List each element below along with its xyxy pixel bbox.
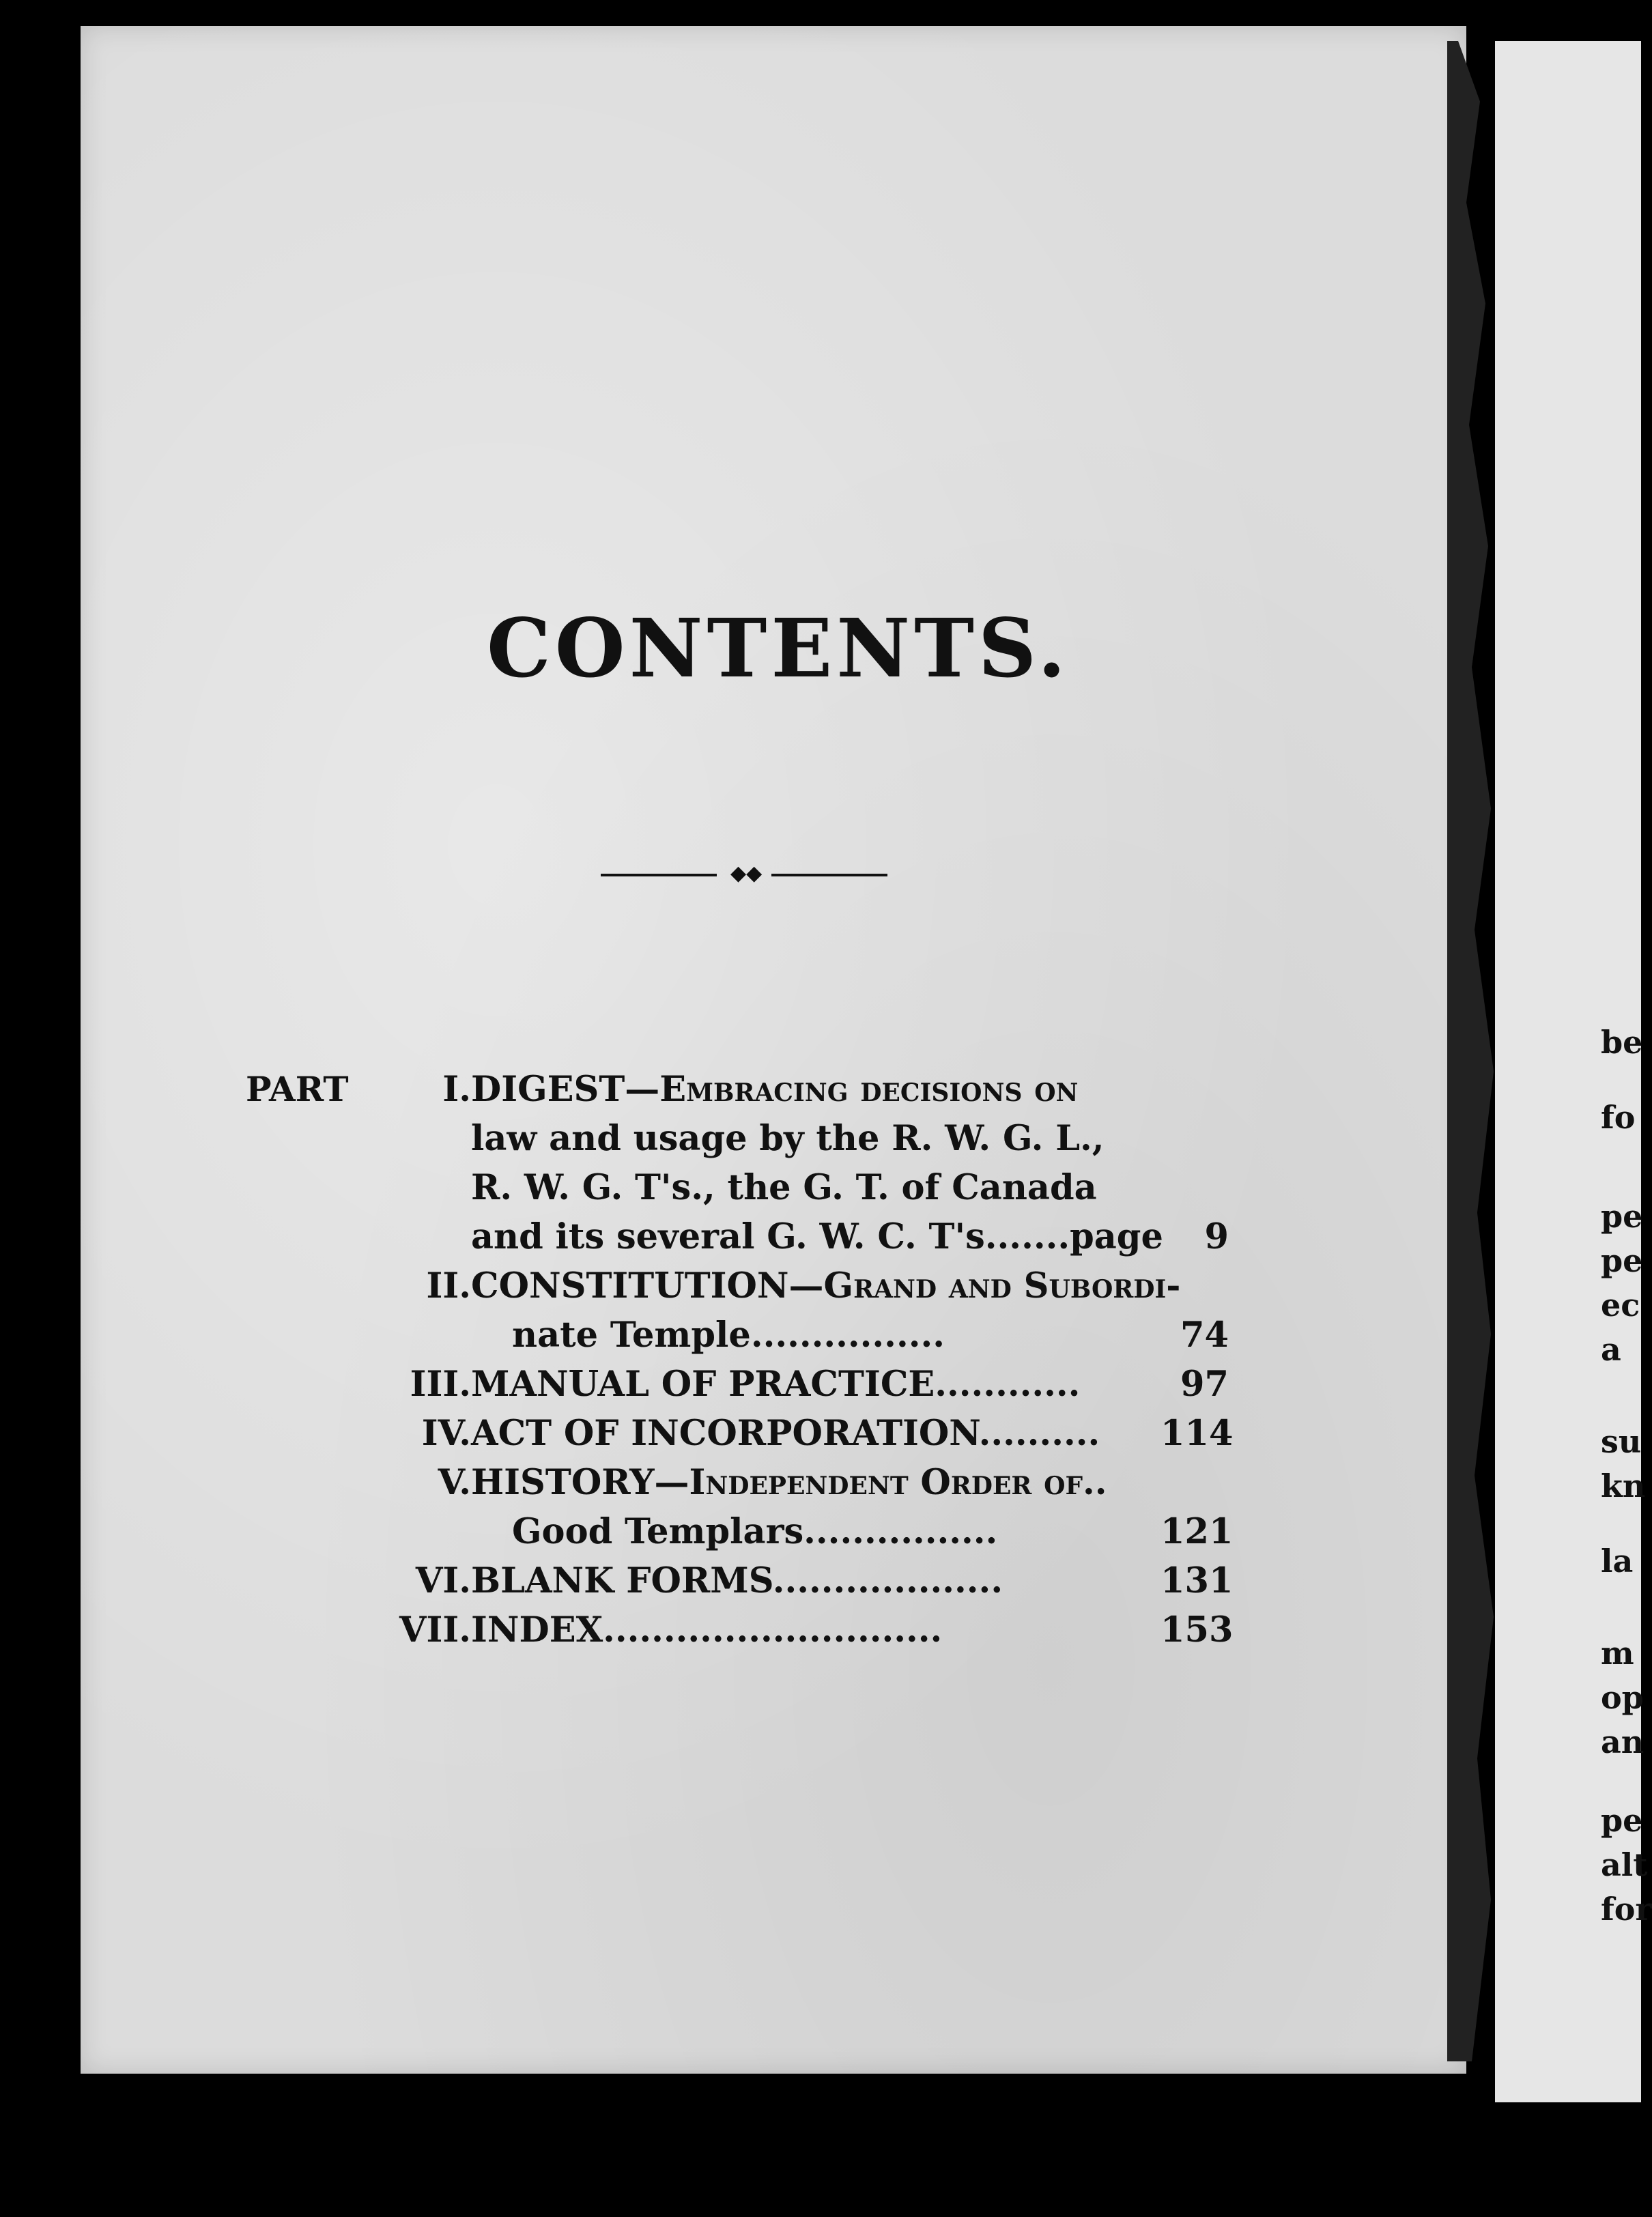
- entry-line: [471, 1556, 1234, 1605]
- entry-line: [471, 1605, 1234, 1655]
- entry-line: [471, 1212, 1229, 1261]
- toc-entry: [246, 1065, 1270, 1261]
- toc-entry: [246, 1605, 1270, 1655]
- facing-fragment: kn: [1601, 1468, 1646, 1504]
- table-of-contents: [246, 1065, 1270, 1655]
- facing-fragment: ec: [1601, 1287, 1640, 1324]
- facing-fragment: op: [1601, 1679, 1644, 1716]
- facing-fragment: a: [1601, 1331, 1621, 1368]
- page-number: 121: [1160, 1511, 1234, 1552]
- entry-line-text: Good Templars................: [512, 1511, 998, 1552]
- book-page: [81, 26, 1466, 2074]
- part-number: V.: [438, 1462, 471, 1503]
- page-title: CONTENTS.: [486, 601, 1070, 696]
- page-number: 97: [1180, 1364, 1229, 1405]
- entry-text: [471, 1409, 1234, 1458]
- entry-line: [471, 1360, 1229, 1409]
- entry-line-text: MANUAL OF PRACTICE............: [471, 1364, 1081, 1405]
- entry-text: [471, 1065, 1229, 1261]
- entry-line: [471, 1507, 1234, 1556]
- entry-line-text: ACT OF INCORPORATION..........: [471, 1413, 1100, 1454]
- entry-line-text: BLANK FORMS...................: [471, 1560, 1003, 1601]
- page-number: 74: [1180, 1315, 1229, 1356]
- entry-line-text: and its several G. W. C. T's.......page: [471, 1216, 1163, 1257]
- facing-fragment: for: [1601, 1891, 1652, 1928]
- entry-text: [471, 1458, 1234, 1556]
- part-number: VII.: [399, 1610, 471, 1650]
- facing-fragment: be: [1601, 1024, 1643, 1061]
- entry-line: [471, 1409, 1234, 1458]
- toc-entry: [246, 1458, 1270, 1556]
- diamond-ornament-icon: ◆◆: [730, 861, 763, 885]
- part-number: II.: [426, 1265, 471, 1306]
- facing-fragment: pe: [1601, 1802, 1643, 1839]
- toc-entry: [246, 1261, 1270, 1360]
- page-number: 114: [1160, 1413, 1234, 1454]
- facing-page: [1495, 41, 1641, 2102]
- part-label: PART: [246, 1069, 349, 1109]
- toc-entry: [246, 1360, 1270, 1409]
- entry-line-text: INDEX............................: [471, 1610, 943, 1650]
- toc-entry: [246, 1409, 1270, 1458]
- part-number: IV.: [421, 1413, 471, 1454]
- entry-line: DIGEST—Embracing decisions on: [471, 1069, 1079, 1110]
- part-number: I.: [442, 1069, 471, 1110]
- part-number: VI.: [415, 1560, 471, 1601]
- entry-text: [471, 1360, 1229, 1409]
- page-number: 153: [1160, 1610, 1234, 1650]
- facing-fragment: la: [1601, 1543, 1634, 1579]
- facing-fragment: su: [1601, 1423, 1642, 1460]
- entry-line: R. W. G. T's., the G. T. of Canada: [471, 1167, 1097, 1208]
- facing-fragment: an: [1601, 1723, 1644, 1760]
- facing-fragment: m: [1601, 1635, 1634, 1672]
- facing-fragment: pe: [1601, 1242, 1643, 1279]
- entry-line-text: nate Temple................: [512, 1315, 945, 1356]
- torn-page-edge: [1447, 41, 1502, 2061]
- entry-line: HISTORY—Independent Order of..: [471, 1462, 1107, 1503]
- entry-text: [471, 1556, 1234, 1605]
- page-number: 9: [1204, 1216, 1229, 1257]
- entry-text: [471, 1261, 1229, 1360]
- entry-line: [471, 1311, 1229, 1360]
- entry-line: law and usage by the R. W. G. L.,: [471, 1118, 1105, 1159]
- page-number: 131: [1160, 1560, 1234, 1601]
- facing-fragment: pe: [1601, 1198, 1643, 1235]
- rule-line-right: [771, 874, 887, 876]
- facing-fragment: fo: [1601, 1099, 1636, 1136]
- rule-line-left: [601, 874, 717, 876]
- entry-text: [471, 1605, 1234, 1655]
- part-number: III.: [410, 1364, 471, 1405]
- entry-line: CONSTITUTION—Grand and Subordi-: [471, 1265, 1181, 1306]
- facing-fragment: alt: [1601, 1846, 1648, 1883]
- toc-entry: [246, 1556, 1270, 1605]
